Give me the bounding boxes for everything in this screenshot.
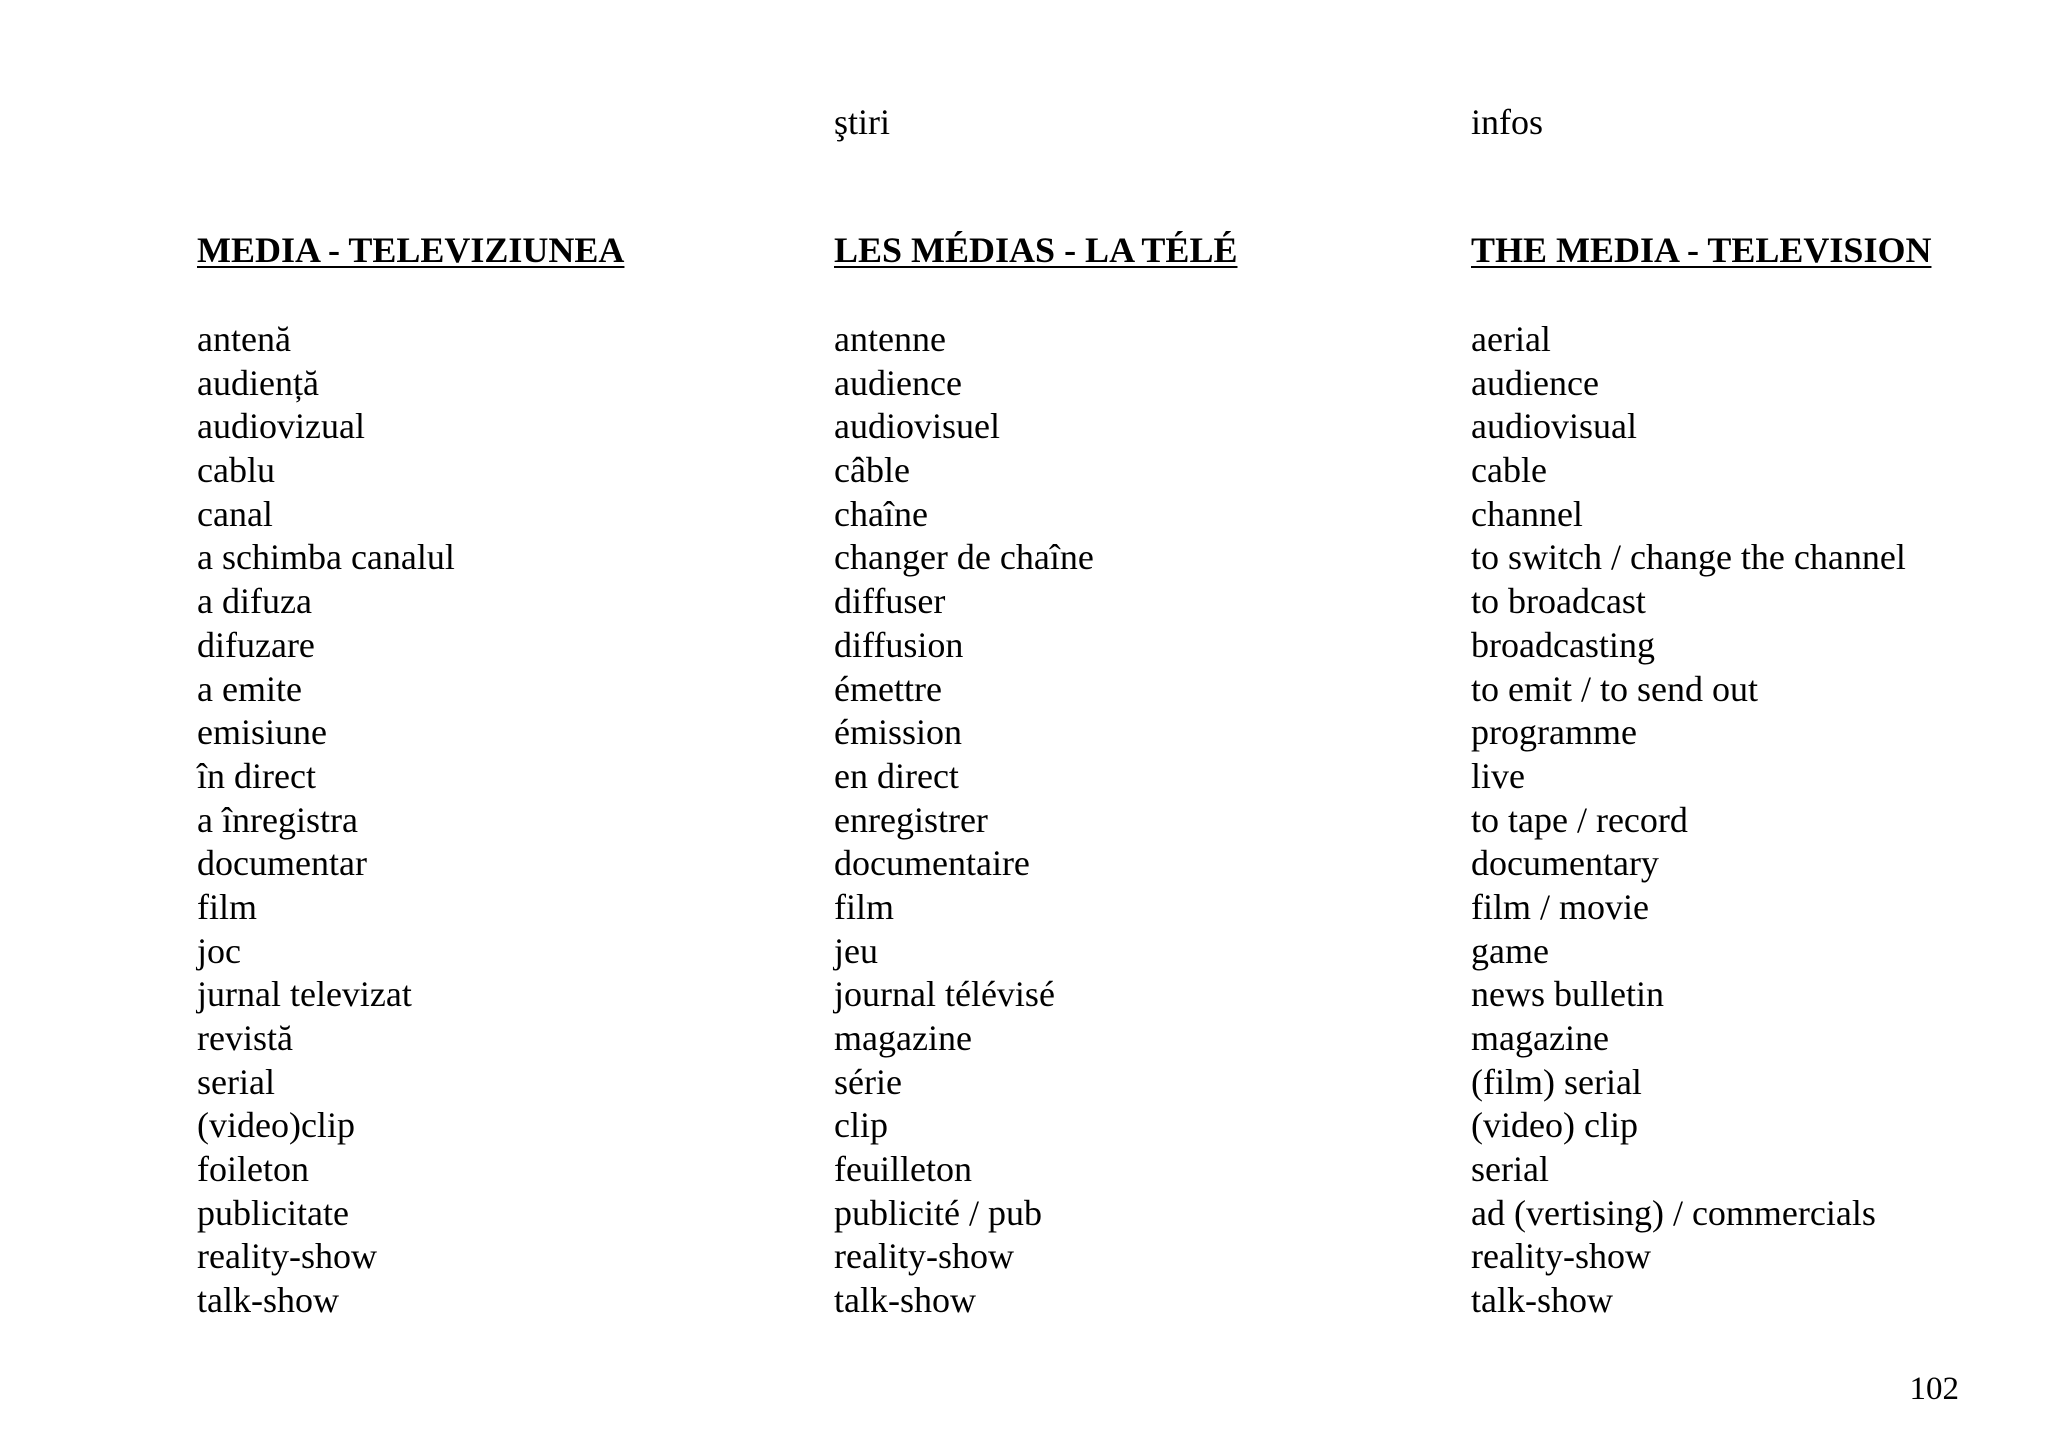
vocab-term-french: enregistrer [834, 799, 988, 840]
word-list-romanian [197, 318, 455, 1323]
vocab-term-english: magazine [1471, 1018, 1609, 1058]
vocab-term-english: to tape / record [1471, 799, 1688, 840]
vocab-term-romanian: difuzare [197, 624, 315, 665]
vocab-term-romanian: (video)clip [197, 1105, 355, 1146]
vocab-term-romanian: antenă [197, 319, 291, 359]
vocab-term-english: (video) clip [1471, 1105, 1638, 1146]
vocab-term-romanian: a difuza [197, 581, 312, 622]
vocab-term-romanian: emisiune [197, 712, 327, 753]
vocab-term-english: to emit / to send out [1471, 668, 1758, 709]
vocab-term-french: reality-show [834, 1236, 1014, 1277]
vocab-term-romanian: a emite [197, 668, 302, 709]
vocab-term-english: aerial [1471, 319, 1551, 359]
vocab-term-romanian: a schimba canalul [197, 537, 455, 578]
vocab-term-french: clip [834, 1105, 888, 1146]
vocab-term-french: jeu [834, 930, 878, 971]
vocab-term-english: live [1471, 755, 1525, 796]
vocab-term-english: audiovisual [1471, 406, 1637, 447]
vocab-term-english: serial [1471, 1149, 1549, 1190]
continued-word-french: ştiri [834, 102, 891, 142]
vocab-term-french: film [834, 886, 894, 927]
vocab-term-english: audience [1471, 362, 1599, 403]
vocab-term-english: cable [1471, 450, 1547, 491]
word-list-english [1471, 318, 1906, 1323]
vocab-term-romanian: reality-show [197, 1236, 377, 1277]
vocab-term-romanian: în direct [197, 755, 316, 796]
vocab-term-french: changer de chaîne [834, 537, 1094, 578]
vocab-term-french: magazine [834, 1018, 972, 1058]
vocab-term-romanian: cablu [197, 450, 275, 491]
vocab-term-french: audiovisuel [834, 406, 1000, 447]
vocab-term-english: broadcasting [1471, 624, 1655, 665]
vocab-term-romanian: documentar [197, 843, 367, 884]
vocab-term-english: to broadcast [1471, 581, 1646, 622]
vocab-term-english: game [1471, 930, 1549, 971]
vocab-term-french: émission [834, 712, 963, 753]
vocab-term-romanian: audiență [197, 362, 319, 403]
vocab-term-french: audience [834, 362, 962, 403]
vocab-term-english: (film) serial [1471, 1061, 1642, 1102]
vocab-term-romanian: foileton [197, 1149, 309, 1190]
vocab-term-french: chaîne [834, 493, 928, 534]
vocab-term-french: diffusion [834, 624, 964, 665]
vocab-term-romanian: joc [197, 930, 241, 971]
vocab-term-english: news bulletin [1471, 974, 1664, 1015]
vocab-term-french: feuilleton [834, 1149, 972, 1190]
vocab-term-english: reality-show [1471, 1236, 1651, 1277]
vocab-term-french: diffuser [834, 581, 946, 622]
page-number: 102 [1909, 1371, 1959, 1407]
vocab-term-french: publicité / pub [834, 1192, 1042, 1233]
vocab-term-romanian: talk-show [197, 1280, 339, 1321]
heading-english: THE MEDIA - TELEVISION [1471, 230, 1932, 270]
vocab-term-french: talk-show [834, 1280, 976, 1321]
vocab-term-english: documentary [1471, 843, 1659, 884]
vocab-term-english: programme [1471, 712, 1637, 753]
vocab-term-french: câble [834, 450, 910, 491]
vocab-term-romanian: revistă [197, 1018, 293, 1058]
vocab-term-romanian: a înregistra [197, 799, 358, 840]
vocab-term-romanian: canal [197, 493, 273, 534]
vocab-term-french: en direct [834, 755, 959, 796]
vocab-term-english: film / movie [1471, 886, 1649, 927]
heading-romanian: MEDIA - TELEVIZIUNEA [197, 230, 625, 270]
vocab-term-french: série [834, 1061, 902, 1102]
vocab-term-french: journal télévisé [834, 974, 1055, 1015]
vocab-term-romanian: jurnal televizat [197, 974, 412, 1015]
vocab-term-romanian: audiovizual [197, 406, 365, 447]
word-list-french [834, 318, 1094, 1323]
heading-french: LES MÉDIAS - LA TÉLÉ [834, 230, 1238, 270]
vocab-term-french: documentaire [834, 843, 1030, 884]
vocab-term-english: channel [1471, 493, 1583, 534]
continued-word-english: infos [1471, 102, 1543, 142]
vocab-term-english: to switch / change the channel [1471, 537, 1906, 578]
vocab-term-romanian: publicitate [197, 1192, 349, 1233]
vocab-term-romanian: film [197, 886, 257, 927]
vocab-term-french: émettre [834, 668, 942, 709]
vocab-term-english: talk-show [1471, 1280, 1613, 1321]
vocab-term-romanian: serial [197, 1061, 275, 1102]
vocab-term-french: antenne [834, 319, 946, 359]
vocab-term-english: ad (vertising) / commercials [1471, 1192, 1876, 1233]
